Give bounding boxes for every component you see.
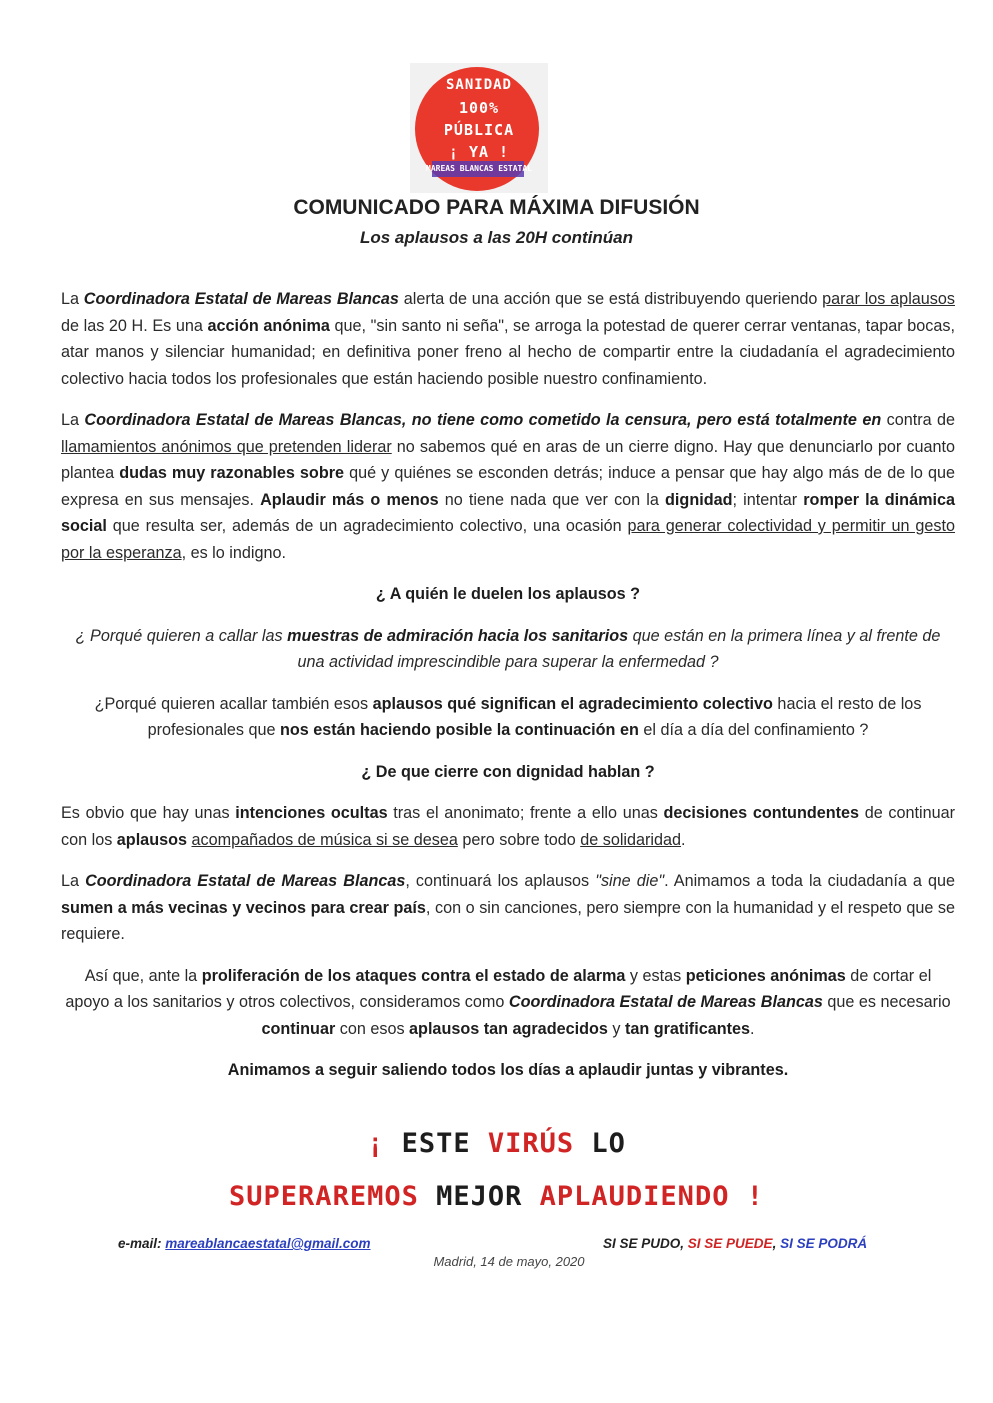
- bold-text: romper la dinámica social: [61, 490, 955, 535]
- bold-text: acción anónima: [207, 316, 330, 335]
- text: Es obvio que hay unas: [61, 804, 236, 822]
- text: La: [61, 290, 84, 308]
- document-body: [61, 286, 955, 1084]
- question-heading: ¿ De que cierre con dignidad hablan ?: [361, 762, 655, 781]
- motto-text: SI SE PODRÁ: [780, 1236, 868, 1251]
- question-2: [61, 759, 955, 786]
- text: ¿ Porqué quieren a callar las: [75, 626, 288, 645]
- text: Así que, ante la: [84, 966, 202, 985]
- bold-text: intenciones ocultas: [235, 804, 388, 822]
- text: , con o sin canciones, pero siempre con la humanidad y el respeto que se requiere.: [61, 898, 955, 943]
- text: , continuará los aplausos: [405, 872, 596, 890]
- text: de continuar con los: [61, 804, 955, 849]
- question-1: [61, 581, 955, 608]
- underlined-text: parar los aplausos: [822, 290, 955, 308]
- motto: [603, 1236, 867, 1251]
- bold-italic-text: Coordinadora Estatal de Mareas Blancas, no tiene como cometido la censura, pero está totalmente en: [84, 411, 882, 429]
- slogan-text: SUPERAREMOS: [229, 1181, 419, 1212]
- bold-text: tan gratificantes: [624, 1019, 750, 1038]
- text: no sabemos qué en aras de un cierre digno. Hay que denunciarlo por cuanto plantea: [61, 437, 955, 482]
- underlined-text: para generar colectividad y permitir un gesto por la esperanza: [61, 517, 956, 562]
- text: y estas: [625, 966, 686, 985]
- paragraph-1: [61, 286, 955, 392]
- underlined-text: llamamientos anónimos que pretenden liderar: [61, 437, 392, 456]
- paragraph-7: [61, 963, 955, 1043]
- question-heading: ¿ A quién le duelen los aplausos ?: [375, 585, 641, 603]
- document-title: COMUNICADO PARA MÁXIMA DIFUSIÓN: [293, 196, 700, 219]
- text: que es necesario: [822, 993, 951, 1011]
- bold-text: proliferación de los ataques contra el estado de alarma: [201, 966, 626, 985]
- slogan-text: ¡: [367, 1128, 385, 1159]
- text: el día a día del confinamiento ?: [638, 721, 869, 739]
- slogan-text: APLAUDIENDO !: [539, 1181, 764, 1212]
- text: hacia el resto de los profesionales que: [147, 694, 922, 739]
- bold-text: Aplaudir más o menos: [260, 490, 439, 509]
- text: . Animamos a toda la ciudadanía a que: [664, 872, 955, 890]
- text: y: [607, 1019, 625, 1038]
- bold-text: peticiones anónimas: [685, 966, 846, 985]
- document-subtitle: Los aplausos a las 20H continúan: [359, 227, 634, 247]
- motto-text: ,: [772, 1236, 781, 1251]
- logo-line-sanidad: SANIDAD: [445, 77, 512, 93]
- text: alerta de una acción que se está distribuyendo queriendo: [398, 290, 823, 308]
- bold-text: aplausos qué significan el agradecimiento colectivo: [372, 694, 773, 713]
- document-header: [0, 195, 993, 251]
- slogan-text: MEJOR: [418, 1181, 540, 1212]
- bold-text: decisiones contundentes: [663, 804, 860, 822]
- italic-text: "sine die": [595, 872, 665, 890]
- bold-text: nos están haciendo posible la continuación en: [279, 721, 639, 739]
- paragraph-3: [61, 623, 955, 676]
- org-name: Coordinadora Estatal de Mareas Blancas: [83, 290, 399, 308]
- email-block: [118, 1236, 371, 1251]
- text: pero sobre todo: [457, 830, 581, 849]
- bold-text: aplausos tan agradecidos: [409, 1019, 608, 1038]
- text: que resulta ser, además de un agradecimiento colectivo, una ocasión: [106, 517, 628, 535]
- underlined-text: acompañados de música si se desea: [191, 830, 458, 849]
- bold-text: continuar: [261, 1019, 336, 1038]
- bold-text: sumen a más vecinas y vecinos para crear país: [61, 898, 426, 917]
- text: ¿Porqué quieren acallar también esos: [94, 694, 373, 713]
- slogan-line-1: [0, 1128, 993, 1159]
- text: que están en la primera línea y al frente de una actividad imprescindible para superar la enfermedad ?: [297, 626, 941, 671]
- paragraph-5: [61, 800, 955, 853]
- bold-text: dignidad: [665, 490, 733, 509]
- bold-text: dudas muy razonables sobre: [119, 464, 345, 482]
- logo-band: MAREAS BLANCAS ESTATAL: [426, 164, 532, 173]
- bold-text: aplausos: [116, 830, 187, 849]
- text: de las 20 H. Es una: [61, 316, 208, 335]
- motto-text: SI SE PUEDE: [687, 1236, 773, 1251]
- text: que, "sin santo ni seña", se arroga la potestad de querer cerrar ventanas, tapar bocas, atar manos y silenciar humanidad; en definitiva poner freno al hecho de compartir entre la ciudadanía el agradecimiento colectivo hacia todos los profesionales que están haciendo posible nuestro confinamiento.: [61, 316, 955, 388]
- logo-line-percent: 100%: [458, 99, 500, 117]
- text: .: [750, 1019, 755, 1038]
- text: La: [61, 411, 85, 429]
- slogan-text: VIRÚS: [487, 1128, 575, 1159]
- slogan-line-2: [0, 1181, 993, 1212]
- text: tras el anonimato; frente a ello unas: [387, 804, 664, 822]
- paragraph-6: [61, 868, 955, 948]
- text: no tiene nada que ver con la: [438, 490, 666, 509]
- underlined-text: de solidaridad: [580, 830, 682, 849]
- email-link[interactable]: mareablancaestatal@gmail.com: [165, 1236, 371, 1251]
- paragraph-8: [61, 1057, 955, 1084]
- closing-line: Animamos a seguir saliendo todos los días a aplaudir juntas y vibrantes.: [227, 1061, 789, 1079]
- email-label: e-mail:: [118, 1236, 166, 1251]
- text: ; intentar: [732, 490, 804, 509]
- text: qué y quiénes se esconden detrás; induce a pensar que hay algo más de de lo que expresa en sus mensajes.: [61, 464, 955, 509]
- text: de cortar el apoyo a los sanitarios y otros colectivos, consideramos como: [65, 966, 932, 1011]
- logo-line-publica: PÚBLICA: [443, 121, 515, 139]
- text: , es lo indigno.: [181, 543, 286, 562]
- bold-text: muestras de admiración hacia los sanitarios: [287, 626, 629, 645]
- paragraph-4: [61, 691, 955, 744]
- org-name: Coordinadora Estatal de Mareas Blancas: [85, 872, 406, 890]
- text: contra de: [881, 411, 955, 429]
- text: .: [681, 830, 686, 849]
- logo-line-ya: ¡ YA !: [448, 143, 510, 161]
- slogan-text: ESTE: [384, 1128, 488, 1159]
- org-name: Coordinadora Estatal de Mareas Blancas: [508, 993, 823, 1011]
- document-date: Madrid, 14 de mayo, 2020: [433, 1254, 585, 1269]
- text: con esos: [335, 1019, 410, 1038]
- paragraph-2: [61, 407, 955, 566]
- sanidad-publica-logo: [410, 63, 548, 193]
- text: La: [61, 872, 86, 890]
- motto-text: SI SE PUDO,: [603, 1236, 688, 1251]
- slogan-text: LO: [574, 1128, 626, 1159]
